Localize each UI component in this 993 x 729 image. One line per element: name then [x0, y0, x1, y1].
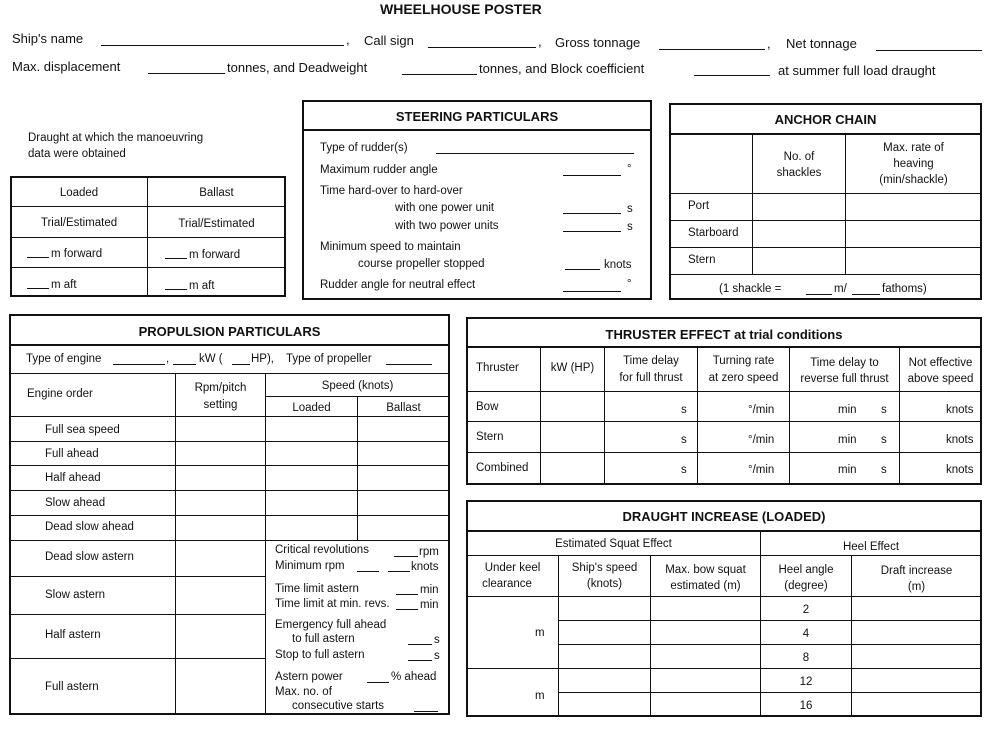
- knots-unit: knots: [411, 561, 439, 573]
- max-starts-field[interactable]: [414, 700, 438, 712]
- rudder-neutral-label: Rudder angle for neutral effect: [320, 279, 476, 291]
- col-squat-2: estimated (m): [670, 580, 741, 592]
- divider: [559, 644, 981, 645]
- max-displacement-field[interactable]: [148, 62, 225, 74]
- anchor-row-starboard: Starboard: [688, 227, 739, 239]
- divider: [266, 396, 449, 397]
- thruster-row-combined: Combined: [476, 462, 529, 474]
- draught-caption-1: Draught at which the manoeuvring: [28, 132, 204, 144]
- max-displacement-label: Max. displacement: [12, 59, 121, 74]
- ballast-m-aft: m aft: [189, 280, 215, 292]
- summer-draught-label: at summer full load draught: [778, 63, 936, 78]
- two-power-units-label: with two power units: [395, 220, 499, 232]
- divider: [845, 134, 846, 274]
- col-squat-1: Max. bow squat: [665, 564, 746, 576]
- thruster-panel: [466, 317, 982, 485]
- unit-degmin: °/min: [748, 464, 775, 476]
- divider: [670, 133, 981, 135]
- divider: [467, 555, 981, 556]
- engine-order-dead-slow-astern: Dead slow astern: [45, 551, 134, 563]
- deadweight-field[interactable]: [402, 63, 477, 75]
- rudder-neutral-field[interactable]: [563, 280, 621, 292]
- ships-name-field[interactable]: [101, 34, 344, 46]
- unit-knots: knots: [946, 404, 974, 416]
- divider: [467, 452, 981, 453]
- unit-degmin: °/min: [748, 404, 775, 416]
- divider: [10, 373, 449, 374]
- s-unit: s: [627, 203, 633, 215]
- shackle-footer-b: m/: [834, 283, 847, 295]
- thruster-row-bow: Bow: [476, 401, 499, 413]
- propulsion-title: PROPULSION PARTICULARS: [138, 324, 321, 339]
- divider: [265, 374, 266, 714]
- time-limit-astern-label: Time limit astern: [275, 583, 359, 595]
- loaded-m-forward: m forward: [51, 248, 103, 260]
- unit-knots: knots: [946, 464, 974, 476]
- divider: [10, 344, 449, 346]
- call-sign-label: Call sign: [364, 33, 414, 48]
- kw-label: kW (: [199, 353, 223, 365]
- col-speed-loaded: Loaded: [292, 402, 331, 414]
- engine-order-half-ahead: Half ahead: [45, 472, 101, 484]
- heel-header: Heel Effect: [842, 541, 900, 553]
- col-shackles-2: shackles: [776, 167, 822, 179]
- critical-revolutions-field[interactable]: [394, 545, 418, 557]
- col-shackles-1: No. of: [783, 151, 815, 163]
- engine-order-dead-slow-ahead: Dead slow ahead: [45, 521, 134, 533]
- divider: [670, 193, 981, 194]
- ballast-forward-field[interactable]: [165, 247, 187, 259]
- unit-s: s: [681, 404, 687, 416]
- col-ukc-2: clearance: [482, 578, 532, 590]
- col-reverse-2: reverse full thrust: [800, 373, 889, 385]
- divider: [10, 441, 449, 442]
- col-turn-1: Turning rate: [712, 355, 775, 367]
- loaded-m-aft: m aft: [51, 279, 77, 291]
- unit-s: s: [881, 434, 887, 446]
- unit-s: s: [881, 404, 887, 416]
- comma: ,: [166, 353, 170, 365]
- divider: [467, 530, 981, 532]
- col-noteff-1: Not effective: [908, 357, 973, 369]
- unit-min: min: [838, 434, 857, 446]
- time-limit-astern-field[interactable]: [396, 583, 418, 595]
- loaded-forward-field[interactable]: [27, 246, 49, 258]
- shackle-footer-c: fathoms): [882, 283, 927, 295]
- degree-unit: °: [627, 278, 632, 290]
- engine-order-slow-astern: Slow astern: [45, 589, 106, 601]
- min-speed-field[interactable]: [565, 258, 600, 270]
- anchor-row-port: Port: [688, 200, 710, 212]
- two-power-units-field[interactable]: [563, 220, 621, 232]
- anchor-row-stern: Stern: [688, 254, 716, 266]
- poster-title: WHEELHOUSE POSTER: [380, 1, 542, 17]
- loaded-aft-field[interactable]: [27, 277, 49, 289]
- col-noteff-2: above speed: [907, 373, 974, 385]
- divider: [10, 490, 449, 491]
- anchor-chain-title: ANCHOR CHAIN: [774, 112, 877, 127]
- divider: [11, 237, 285, 238]
- col-rate-2: heaving: [893, 158, 934, 170]
- block-coefficient-label: tonnes, and Block coefficient: [479, 61, 645, 76]
- divider: [467, 391, 981, 392]
- divider: [175, 374, 176, 714]
- emergency-label-2: to full astern: [292, 633, 355, 645]
- hp-field[interactable]: [232, 353, 250, 365]
- divider: [10, 614, 266, 615]
- knots-unit: knots: [604, 259, 632, 271]
- ballast-aft-field[interactable]: [165, 278, 187, 290]
- unit-knots: knots: [946, 434, 974, 446]
- heel-angle-16: 16: [799, 700, 813, 712]
- astern-power-field[interactable]: [367, 671, 389, 683]
- ships-name-label: Ship's name: [12, 31, 84, 46]
- engine-order-full-sea: Full sea speed: [45, 424, 120, 436]
- trial-estimated-loaded: Trial/Estimated: [40, 217, 118, 229]
- gross-tonnage-label: Gross tonnage: [555, 35, 641, 50]
- min-unit: min: [420, 584, 439, 596]
- unit-s: s: [681, 464, 687, 476]
- gross-tonnage-field[interactable]: [659, 38, 765, 50]
- col-thruster: Thruster: [476, 362, 519, 374]
- kw-field[interactable]: [173, 353, 196, 365]
- stop-to-full-astern-label: Stop to full astern: [275, 649, 365, 661]
- time-limit-min-revs-field[interactable]: [396, 598, 418, 610]
- shackle-footer-a: (1 shackle =: [719, 283, 782, 295]
- s-unit: s: [627, 221, 633, 233]
- comma: ,: [538, 34, 542, 49]
- type-of-propeller-label: Type of propeller: [286, 353, 372, 365]
- col-speed-knots: Speed (knots): [321, 380, 394, 392]
- ukc-m-unit: m: [535, 627, 545, 639]
- trial-estimated-ballast: Trial/Estimated: [178, 218, 255, 230]
- divider: [10, 416, 449, 417]
- one-power-unit-field[interactable]: [563, 202, 621, 214]
- minimum-rpm-label: Minimum rpm: [275, 560, 345, 572]
- divider: [559, 620, 981, 621]
- comma: ,: [346, 32, 350, 47]
- col-delay-1: Time delay: [623, 355, 679, 367]
- thruster-row-stern: Stern: [476, 431, 504, 443]
- max-starts-label-1: Max. no. of: [275, 686, 332, 698]
- divider: [670, 274, 981, 275]
- col-kw-hp: kW (HP): [550, 362, 595, 374]
- shackle-m-field[interactable]: [806, 283, 832, 295]
- squat-header: Estimated Squat Effect: [555, 538, 672, 550]
- divider: [357, 396, 358, 540]
- one-power-unit-label: with one power unit: [395, 202, 495, 214]
- divider: [559, 692, 981, 693]
- unit-degmin: °/min: [748, 434, 775, 446]
- thruster-title: THRUSTER EFFECT at trial conditions: [605, 327, 843, 342]
- divider: [670, 247, 981, 248]
- critical-revolutions-label: Critical revolutions: [275, 544, 369, 556]
- block-coefficient-field[interactable]: [694, 64, 770, 76]
- net-tonnage-label: Net tonnage: [786, 36, 857, 51]
- engine-order-half-astern: Half astern: [45, 629, 101, 641]
- col-speed-ballast: Ballast: [386, 402, 421, 414]
- col-reverse-1: Time delay to: [810, 357, 879, 369]
- col-heel-2: (degree): [784, 580, 828, 592]
- col-rpm-2: setting: [203, 399, 238, 411]
- divider: [11, 267, 285, 268]
- col-ballast-header: Ballast: [199, 187, 234, 199]
- s-unit: s: [434, 634, 440, 646]
- unit-min: min: [838, 464, 857, 476]
- max-rudder-angle-field[interactable]: [563, 164, 621, 176]
- unit-min: min: [838, 404, 857, 416]
- col-rate-3: (min/shackle): [879, 174, 948, 186]
- minimum-rpm-knots-field[interactable]: [388, 560, 410, 572]
- type-of-propeller-field[interactable]: [386, 353, 432, 365]
- type-of-engine-label: Type of engine: [26, 353, 102, 365]
- heel-angle-12: 12: [799, 676, 813, 688]
- col-delay-2: for full thrust: [619, 372, 683, 384]
- min-unit: min: [420, 599, 439, 611]
- col-rpm-1: Rpm/pitch: [194, 382, 247, 394]
- divider: [467, 346, 981, 348]
- col-draft-2: (m): [907, 581, 926, 593]
- astern-power-label: Astern power: [275, 671, 343, 683]
- emergency-field[interactable]: [408, 633, 432, 645]
- min-speed-label-1: Minimum speed to maintain: [320, 241, 461, 253]
- emergency-label-1: Emergency full ahead: [275, 619, 387, 631]
- rpm-unit: rpm: [419, 546, 439, 558]
- unit-s: s: [881, 464, 887, 476]
- col-ukc-1: Under keel: [484, 562, 541, 574]
- minimum-rpm-field[interactable]: [357, 560, 379, 572]
- divider: [10, 465, 449, 466]
- draught-increase-panel: [466, 500, 982, 717]
- type-of-engine-field[interactable]: [113, 353, 165, 365]
- time-hard-over-label: Time hard-over to hard-over: [320, 185, 463, 197]
- col-rate-1: Max. rate of: [883, 142, 944, 154]
- divider: [10, 658, 266, 659]
- engine-order-slow-ahead: Slow ahead: [45, 497, 106, 509]
- heel-angle-4: 4: [802, 628, 810, 640]
- s-unit: s: [434, 650, 440, 662]
- col-turn-2: at zero speed: [708, 372, 779, 384]
- divider: [670, 220, 981, 221]
- engine-order-full-ahead: Full ahead: [45, 448, 99, 460]
- type-of-rudder-field[interactable]: [436, 142, 634, 154]
- divider: [303, 129, 651, 131]
- max-rudder-angle-label: Maximum rudder angle: [320, 164, 438, 176]
- time-limit-min-revs-label: Time limit at min. revs.: [275, 598, 390, 610]
- steering-title: STEERING PARTICULARS: [395, 109, 559, 124]
- divider: [10, 576, 266, 577]
- divider: [467, 596, 981, 597]
- divider: [10, 515, 449, 516]
- col-draft-1: Draft increase: [880, 565, 953, 577]
- heel-angle-2: 2: [802, 604, 810, 616]
- pct-ahead-unit: % ahead: [391, 671, 437, 683]
- max-starts-label-2: consecutive starts: [292, 700, 385, 712]
- min-speed-label-2: course propeller stopped: [358, 258, 485, 270]
- ballast-m-forward: m forward: [189, 249, 241, 261]
- divider: [467, 668, 981, 669]
- net-tonnage-field[interactable]: [876, 39, 982, 51]
- col-speed-2: (knots): [586, 578, 623, 590]
- degree-unit: °: [627, 163, 632, 175]
- engine-order-full-astern: Full astern: [45, 681, 99, 693]
- hp-label: HP),: [251, 353, 274, 365]
- deadweight-label: tonnes, and Deadweight: [227, 60, 368, 75]
- col-engine-order: Engine order: [27, 388, 93, 400]
- unit-s: s: [681, 434, 687, 446]
- divider: [10, 540, 449, 541]
- draught-increase-title: DRAUGHT INCREASE (LOADED): [622, 509, 826, 524]
- divider: [11, 206, 285, 207]
- divider: [467, 421, 981, 422]
- col-loaded-header: Loaded: [59, 187, 99, 199]
- col-heel-1: Heel angle: [778, 564, 834, 576]
- draught-caption-2: data were obtained: [28, 148, 126, 160]
- stop-to-full-astern-field[interactable]: [408, 649, 432, 661]
- call-sign-field[interactable]: [428, 36, 536, 48]
- shackle-fathoms-field[interactable]: [852, 283, 880, 295]
- type-of-rudder-label: Type of rudder(s): [320, 142, 408, 154]
- col-speed-1: Ship's speed: [571, 562, 638, 574]
- ukc-m-unit: m: [535, 690, 545, 702]
- comma: ,: [767, 36, 771, 51]
- heel-angle-8: 8: [802, 652, 810, 664]
